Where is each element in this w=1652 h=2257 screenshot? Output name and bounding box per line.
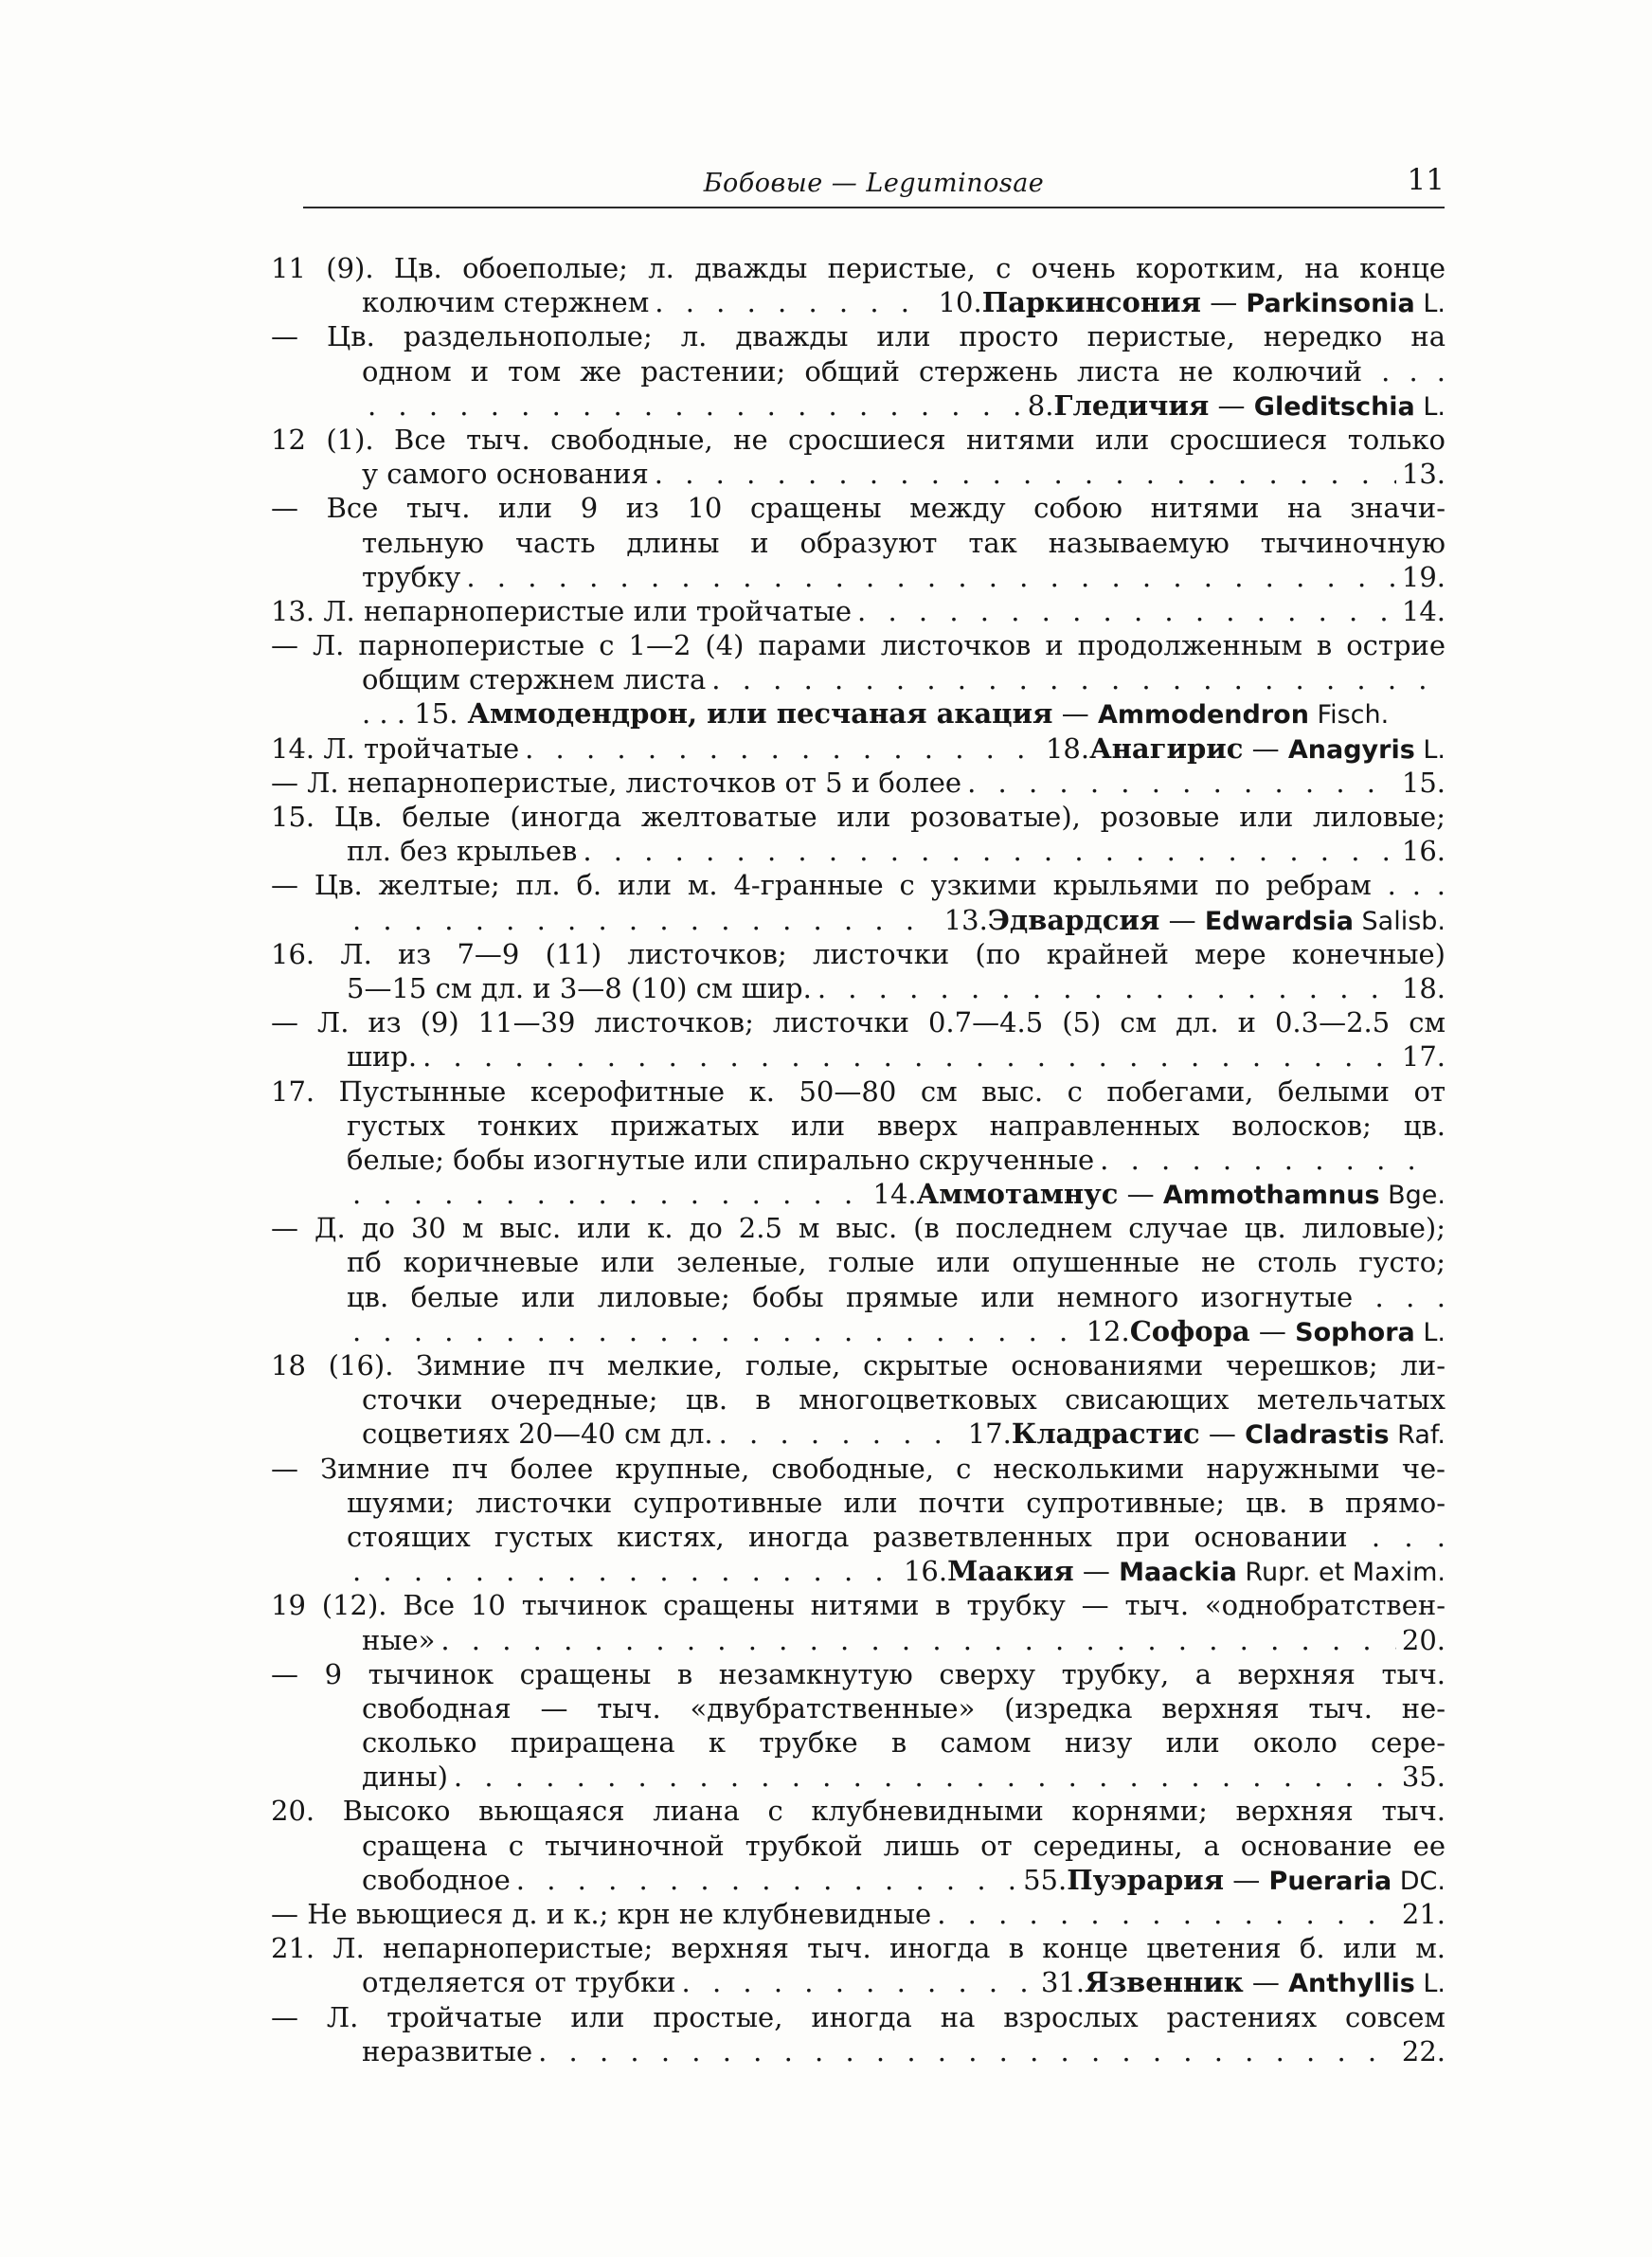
key-line-text: — Зимние пч более крупные, свободные, с несколькими наружными че- bbox=[271, 1452, 1446, 1485]
taxon-russian: Гледичия bbox=[1053, 388, 1210, 422]
key-line bbox=[271, 1417, 1446, 1451]
taxon-latin: Edwardsia bbox=[1204, 906, 1354, 936]
key-line bbox=[271, 1382, 1446, 1417]
header-title: Бобовые — Leguminosae bbox=[703, 169, 1045, 198]
key-line bbox=[271, 1588, 1446, 1622]
taxon-separator: — bbox=[1200, 286, 1247, 319]
key-line-text: — 9 тычинок сращены в незамкнутую сверху трубку, а верхняя тыч. bbox=[271, 1657, 1446, 1690]
key-line bbox=[271, 1211, 1446, 1245]
key-line bbox=[271, 1143, 1446, 1177]
taxon-author: L. bbox=[1414, 289, 1446, 319]
key-reference: 22. bbox=[1401, 2034, 1446, 2067]
taxon-russian: Аммодендрон, или песчаная акация bbox=[467, 697, 1053, 731]
taxon-latin: Parkinsonia bbox=[1246, 289, 1415, 319]
dot-leader bbox=[655, 285, 932, 319]
key-reference: 14. bbox=[872, 1178, 917, 1211]
key-line bbox=[271, 2000, 1446, 2034]
key-reference: 16. bbox=[1401, 835, 1446, 868]
dot-leader bbox=[655, 457, 1396, 491]
key-reference: 18. bbox=[1401, 971, 1446, 1004]
key-line-text: 19 (12). Все 10 тычинок сращены нитями в трубку — тыч. «однобратствен- bbox=[271, 1589, 1446, 1622]
taxon-separator: — bbox=[1224, 1863, 1269, 1896]
identification-key bbox=[271, 251, 1446, 2068]
key-line-text: 16. Л. из 7—9 (11) листочков; листочки (по крайней мере конечные) bbox=[271, 937, 1446, 970]
dot-leader bbox=[538, 2034, 1396, 2068]
key-line-text: 5—15 см дл. и 3—8 (10) см шир. bbox=[347, 971, 812, 1004]
taxon-name bbox=[988, 903, 1446, 939]
taxon-name bbox=[947, 1554, 1446, 1590]
taxon-russian: Аммотамнус bbox=[916, 1178, 1119, 1211]
taxon-name bbox=[1053, 388, 1446, 424]
key-line bbox=[271, 1074, 1446, 1109]
dot-leader bbox=[967, 766, 1396, 800]
key-line bbox=[271, 388, 1446, 423]
key-reference: 31. bbox=[1040, 1966, 1086, 1999]
taxon-separator: — bbox=[1073, 1555, 1120, 1588]
key-line bbox=[271, 696, 1446, 731]
key-line bbox=[271, 834, 1446, 868]
taxon-author: Rupr. et Maxim. bbox=[1236, 1558, 1446, 1588]
taxon-separator: — bbox=[1243, 731, 1288, 765]
taxon-author: DC. bbox=[1392, 1866, 1446, 1896]
key-line bbox=[271, 1348, 1446, 1382]
dot-leader bbox=[352, 1554, 898, 1588]
key-line-text: белые; бобы изогнутые или спирально скрученные bbox=[347, 1143, 1095, 1176]
key-line bbox=[271, 731, 1446, 766]
key-line bbox=[271, 1794, 1446, 1828]
dot-leader bbox=[583, 834, 1396, 868]
key-reference: 18. bbox=[1045, 731, 1090, 765]
key-line-text: — Все тыч. или 9 из 10 сращены между собою нитями на значи- bbox=[271, 492, 1446, 525]
key-line-text: цв. белые или лиловые; бобы прямые или немного изогнутые . . . bbox=[347, 1280, 1446, 1313]
taxon-russian: Маакия bbox=[947, 1555, 1074, 1588]
key-line bbox=[271, 1863, 1446, 1897]
key-reference: 16. bbox=[903, 1555, 948, 1588]
key-line-text: сколько приращена к трубке в самом низу или около сере- bbox=[362, 1726, 1446, 1760]
dot-leader bbox=[422, 1039, 1396, 1074]
key-line bbox=[271, 766, 1446, 800]
taxon-author: L. bbox=[1414, 1317, 1446, 1347]
taxon-separator: — bbox=[1118, 1178, 1163, 1211]
key-reference: 17. bbox=[1401, 1040, 1446, 1074]
key-line bbox=[271, 1245, 1446, 1279]
key-reference: 12. bbox=[1086, 1314, 1130, 1347]
key-line-text: сточки очередные; цв. в многоцветковых свисающих метельчатых bbox=[362, 1383, 1446, 1417]
key-reference: 10. bbox=[938, 286, 982, 319]
key-line bbox=[271, 800, 1446, 834]
key-line-text: густых тонких прижатых или вверх направленных волосков; цв. bbox=[347, 1109, 1446, 1142]
key-line-text: свободная — тыч. «двубратственные» (изредка верхняя тыч. не- bbox=[362, 1691, 1446, 1724]
key-line-text: — Цв. желтые; пл. б. или м. 4-гранные с узкими крыльями по ребрам . . . bbox=[271, 869, 1446, 902]
dot-leader bbox=[368, 388, 1022, 423]
key-line bbox=[271, 1897, 1446, 1931]
dot-leader bbox=[857, 594, 1396, 628]
key-line-text: одном и том же растении; общий стержень листа не колючий . . . bbox=[362, 354, 1446, 388]
key-reference: 17. bbox=[967, 1417, 1012, 1451]
taxon-name bbox=[1067, 1863, 1446, 1899]
key-line bbox=[271, 868, 1446, 902]
taxon-latin: Cladrastis bbox=[1245, 1420, 1390, 1451]
key-line-text: шуями; листочки супротивные или почти супротивные; цв. в прямо- bbox=[347, 1486, 1446, 1519]
taxon-name bbox=[1130, 1314, 1446, 1350]
dot-leader bbox=[817, 971, 1396, 1005]
key-line bbox=[271, 1657, 1446, 1691]
dot-leader bbox=[352, 903, 939, 937]
key-line bbox=[271, 1623, 1446, 1657]
key-line-text: 11 (9). Цв. обоеполые; л. дважды перистые, с очень коротким, на конце bbox=[271, 252, 1446, 284]
key-line-text: неразвитые bbox=[362, 2034, 533, 2067]
key-line bbox=[271, 1554, 1446, 1588]
running-header bbox=[303, 161, 1445, 208]
key-line bbox=[271, 491, 1446, 525]
key-line bbox=[271, 971, 1446, 1005]
taxon-author: L. bbox=[1414, 1969, 1446, 1999]
taxon-russian: Анагирис bbox=[1089, 731, 1244, 765]
key-line bbox=[271, 1109, 1446, 1143]
taxon-separator: — bbox=[1209, 388, 1254, 422]
key-line-text: пл. без крыльев bbox=[347, 835, 578, 868]
key-line-text: дины) bbox=[362, 1760, 448, 1794]
taxon-author: L. bbox=[1414, 391, 1446, 422]
key-line-text: — Д. до 30 м выс. или к. до 2.5 м выс. (в последнем случае цв. лиловые); bbox=[271, 1212, 1446, 1245]
dot-leader bbox=[525, 731, 1040, 766]
key-line-text: 18 (16). Зимние пч мелкие, голые, скрытые основаниями черешков; ли- bbox=[271, 1349, 1446, 1381]
taxon-russian: Паркинсония bbox=[981, 286, 1201, 319]
key-line bbox=[271, 628, 1446, 662]
key-line bbox=[271, 1177, 1446, 1211]
key-reference: 13. bbox=[943, 903, 988, 936]
dot-leader bbox=[682, 1965, 1035, 1999]
key-line-text: 17. Пустынные ксерофитные к. 50—80 см выс. с побегами, белыми от bbox=[271, 1074, 1446, 1108]
key-line-text: 13. Л. непарноперистые или тройчатые bbox=[271, 594, 853, 627]
key-line bbox=[271, 354, 1446, 388]
key-line bbox=[271, 1486, 1446, 1520]
key-line bbox=[271, 1039, 1446, 1074]
key-line-text: — Л. из (9) 11—39 листочков; листочки 0.7—4.5 (5) см дл. и 0.3—2.5 см bbox=[271, 1006, 1446, 1039]
key-line bbox=[271, 560, 1446, 594]
key-line bbox=[271, 1725, 1446, 1760]
key-line-text: — Л. парноперистые с 1—2 (4) парами листочков и продолженным в острие bbox=[271, 629, 1446, 662]
key-line-text: — Не вьющиеся д. и к.; крн не клубневидные bbox=[271, 1898, 932, 1930]
key-reference: 21. bbox=[1401, 1898, 1446, 1930]
key-line-text: . . . 15. bbox=[362, 697, 458, 731]
taxon-separator: — bbox=[1249, 1314, 1296, 1347]
key-line-text: ные» bbox=[362, 1623, 436, 1656]
dot-leader bbox=[440, 1623, 1396, 1657]
taxon-name bbox=[917, 1177, 1446, 1213]
taxon-author: Bge. bbox=[1379, 1181, 1446, 1211]
taxon-author: Raf. bbox=[1389, 1420, 1446, 1451]
taxon-latin: Sophora bbox=[1295, 1317, 1415, 1347]
key-line bbox=[271, 1931, 1446, 1965]
key-reference: 35. bbox=[1401, 1760, 1446, 1794]
key-line-text: 12 (1). Все тыч. свободные, не сросшиеся нитями или сросшиеся только bbox=[271, 423, 1446, 456]
key-reference: 55. bbox=[1023, 1863, 1068, 1896]
key-line bbox=[271, 1760, 1446, 1794]
key-reference: 20. bbox=[1401, 1623, 1446, 1656]
key-reference: 19. bbox=[1401, 560, 1446, 593]
key-line bbox=[271, 251, 1446, 285]
key-line bbox=[271, 1520, 1446, 1554]
key-line-text: сращена с тычиночной трубкой лишь от середины, а основание ее bbox=[362, 1829, 1446, 1862]
taxon-name bbox=[467, 696, 1389, 732]
key-line bbox=[271, 319, 1446, 353]
key-line bbox=[271, 1691, 1446, 1725]
taxon-separator: — bbox=[1159, 903, 1205, 936]
taxon-author: Fisch. bbox=[1308, 700, 1390, 731]
key-line bbox=[271, 1314, 1446, 1348]
key-line bbox=[271, 526, 1446, 560]
key-line-text: соцветиях 20—40 см дл. bbox=[362, 1417, 713, 1451]
key-line-text: колючим стержнем bbox=[362, 286, 650, 319]
key-line bbox=[271, 937, 1446, 971]
key-line-text: стоящих густых кистях, иногда разветвленных при основании . . . bbox=[347, 1520, 1446, 1553]
taxon-latin: Maackia bbox=[1119, 1558, 1237, 1588]
key-line-text: трубку bbox=[362, 560, 461, 593]
dot-leader bbox=[937, 1897, 1396, 1931]
key-line-text: — Цв. раздельнополые; л. дважды или просто перистые, нередко на bbox=[271, 320, 1446, 353]
taxon-russian: Пуэрария bbox=[1067, 1863, 1225, 1896]
taxon-name bbox=[1089, 731, 1446, 767]
taxon-latin: Anagyris bbox=[1287, 734, 1415, 765]
dot-leader bbox=[352, 1177, 868, 1211]
key-line-text: пб коричневые или зеленые, голые или опушенные не столь густо; bbox=[347, 1246, 1446, 1279]
key-line bbox=[271, 1965, 1446, 1999]
page-number: 11 bbox=[1407, 163, 1445, 197]
key-line-text: общим стержнем листа bbox=[362, 663, 707, 696]
dot-leader bbox=[1100, 1143, 1440, 1177]
key-line-text: 14. Л. тройчатые bbox=[271, 731, 520, 765]
key-line-text: свободное bbox=[362, 1863, 511, 1896]
dot-leader bbox=[352, 1314, 1081, 1348]
taxon-latin: Pueraria bbox=[1268, 1866, 1392, 1896]
taxon-latin: Ammodendron bbox=[1097, 700, 1309, 731]
dot-leader bbox=[711, 662, 1440, 696]
key-reference: 14. bbox=[1401, 594, 1446, 627]
key-line bbox=[271, 1005, 1446, 1039]
key-line-text: 20. Высоко вьющаяся лиана с клубневидными корнями; верхняя тыч. bbox=[271, 1795, 1446, 1828]
key-line-text: — Л. непарноперистые, листочков от 5 и более bbox=[271, 766, 962, 799]
key-line bbox=[271, 457, 1446, 491]
key-line bbox=[271, 2034, 1446, 2068]
key-line bbox=[271, 1280, 1446, 1314]
taxon-russian: Кладрастис bbox=[1011, 1417, 1200, 1451]
key-line-text: тельную часть длины и образуют так называемую тычиночную bbox=[362, 526, 1446, 559]
key-line bbox=[271, 594, 1446, 628]
dot-leader bbox=[719, 1417, 962, 1451]
key-line bbox=[271, 1452, 1446, 1486]
taxon-latin: Gleditschia bbox=[1253, 391, 1415, 422]
taxon-latin: Anthyllis bbox=[1288, 1969, 1415, 1999]
key-reference: 13. bbox=[1401, 458, 1446, 491]
taxon-separator: — bbox=[1243, 1966, 1289, 1999]
key-line bbox=[271, 662, 1446, 696]
key-line-text: 21. Л. непарноперистые; верхняя тыч. иногда в конце цветения б. или м. bbox=[271, 1932, 1446, 1965]
key-reference: 15. bbox=[1401, 766, 1446, 799]
taxon-russian: Эдвардсия bbox=[987, 903, 1160, 936]
dot-leader bbox=[466, 560, 1396, 594]
taxon-separator: — bbox=[1199, 1417, 1246, 1451]
key-line-text: — Л. тройчатые или простые, иногда на взрослых растениях совсем bbox=[271, 2000, 1446, 2033]
taxon-name bbox=[982, 285, 1446, 321]
taxon-author: L. bbox=[1414, 734, 1446, 765]
taxon-russian: Софора bbox=[1129, 1314, 1250, 1347]
key-line-text: 15. Цв. белые (иногда желтоватые или розоватые), розовые или лиловые; bbox=[271, 801, 1446, 833]
taxon-author: Salisb. bbox=[1353, 906, 1446, 936]
key-line bbox=[271, 903, 1446, 937]
taxon-latin: Ammothamnus bbox=[1162, 1181, 1380, 1211]
taxon-name bbox=[1085, 1965, 1446, 2001]
taxon-name bbox=[1012, 1417, 1446, 1453]
key-line bbox=[271, 1829, 1446, 1863]
dot-leader bbox=[516, 1863, 1017, 1897]
key-line bbox=[271, 285, 1446, 319]
taxon-separator: — bbox=[1052, 697, 1098, 731]
dot-leader bbox=[454, 1760, 1396, 1794]
key-line-text: шир. bbox=[347, 1040, 418, 1074]
taxon-russian: Язвенник bbox=[1085, 1966, 1244, 1999]
key-reference: 8. bbox=[1027, 388, 1054, 422]
key-line-text: у самого основания bbox=[362, 458, 649, 491]
key-line bbox=[271, 423, 1446, 457]
key-line-text: отделяется от трубки bbox=[362, 1966, 676, 1999]
